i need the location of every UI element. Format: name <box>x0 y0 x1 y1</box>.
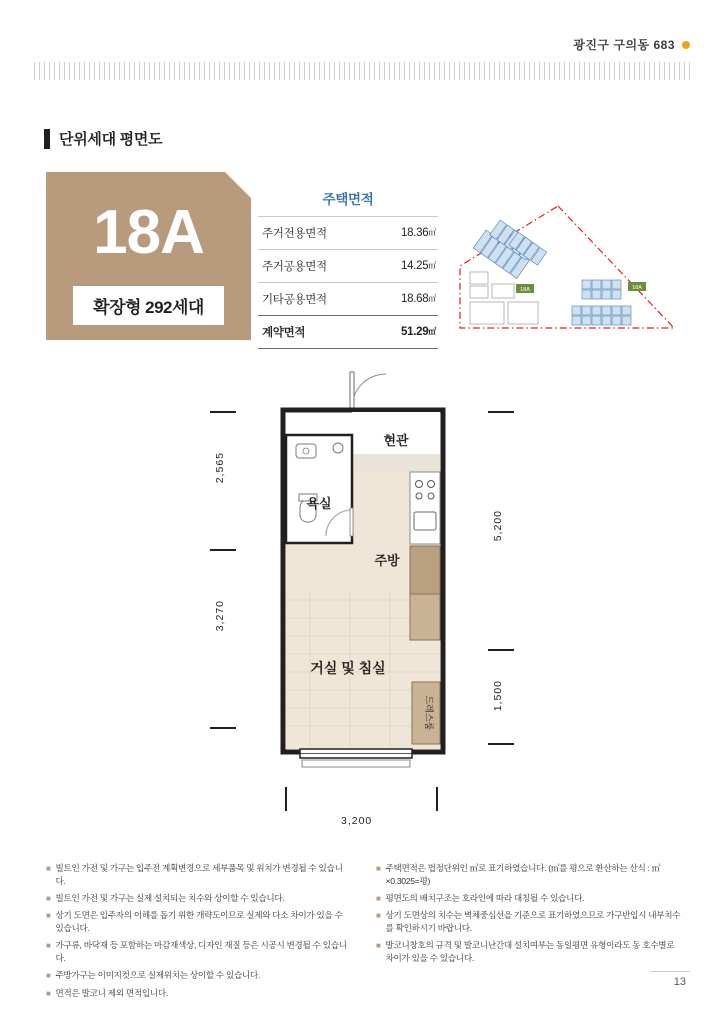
room-label-dressroom: 드레스룸 <box>424 695 434 731</box>
site-key-map-svg <box>452 202 680 350</box>
keymap-blocks-left <box>470 272 538 324</box>
floor-plan-svg <box>0 360 724 840</box>
notes-section <box>46 862 682 1004</box>
table-row <box>258 216 438 249</box>
header-hatch-divider <box>34 62 690 80</box>
site-key-map <box>452 202 680 350</box>
note-text: 평면도의 배치구조는 호라인에 따라 대칭될 수 있습니다. <box>385 892 585 903</box>
dimension-right-bottom: 1,500 <box>492 680 504 712</box>
list-item <box>376 909 682 935</box>
notes-column-right <box>376 862 682 1004</box>
area-row-value <box>401 260 436 272</box>
unit-type-name: 18A <box>93 198 204 267</box>
page-header <box>573 36 690 53</box>
bullet-icon: ■ <box>46 988 51 998</box>
note-text: 가구류, 바닥재 등 포함하는 마감재색상, 디자인 재질 등은 시공시 변경될 수 있습니다. <box>55 940 347 964</box>
bullet-icon: ■ <box>376 864 381 873</box>
list-item <box>46 862 352 888</box>
table-row <box>258 282 438 315</box>
notes-column-left <box>46 862 352 1004</box>
dimension-left-bottom: 3,270 <box>214 600 226 632</box>
dimension-bottom: 3,200 <box>341 815 373 827</box>
note-text: 면적은 발코니 제외 면적입니다. <box>55 987 168 998</box>
entrance-door <box>350 372 386 408</box>
keymap-unit-tag-left <box>516 284 534 293</box>
note-text: 상기 도면은 입주자의 이해를 돕기 위한 개략도이므로 실제와 다소 차이가 있을 수 있습니다. <box>55 910 343 934</box>
area-row-number: 51.29 <box>401 326 429 338</box>
list-item <box>376 892 682 906</box>
header-dot-icon <box>682 41 690 49</box>
floor-plan <box>0 360 724 840</box>
room-dressroom <box>412 682 440 744</box>
note-text: 빌트인 가전 및 가구는 실제 설치되는 치수와 상이할 수 있습니다. <box>55 892 285 903</box>
area-row-label: 주거전용면적 <box>262 228 327 240</box>
area-row-value <box>401 326 436 338</box>
page-number: 13 <box>673 976 686 988</box>
note-text: 상기 도면상의 치수는 벽체중심선을 기준으로 표기하였으므로 가구반입시 내부치수를 확인하시기 바랍니다. <box>385 910 681 934</box>
balcony-window <box>300 749 412 767</box>
list-item <box>46 939 352 965</box>
list-item <box>46 892 352 906</box>
room-label-bathroom: 욕실 <box>306 496 332 511</box>
area-row-unit: ㎡ <box>428 228 436 237</box>
keymap-unit-tag-right <box>628 282 646 291</box>
list-item <box>46 987 352 1001</box>
area-row-unit: ㎡ <box>428 261 436 270</box>
keymap-blocks-angled <box>473 220 546 278</box>
table-row <box>258 249 438 282</box>
badge-corner-cut <box>225 172 251 198</box>
unit-type-subtitle: 확장형 292세대 <box>73 286 224 325</box>
keymap-unit-tag-right-text: 18A <box>632 285 642 291</box>
dimension-right-top: 5,200 <box>492 510 504 542</box>
entrance-step <box>352 454 440 472</box>
area-row-unit: ㎡ <box>428 327 436 336</box>
note-text: 주방가구는 이미지컷으로 실제위치는 상이할 수 있습니다. <box>55 969 261 980</box>
bullet-icon: ■ <box>46 941 51 951</box>
keymap-blocks-right <box>572 280 631 325</box>
kitchen-counter <box>410 472 440 640</box>
header-location-label: 광진구 구의동 683 <box>573 38 675 52</box>
area-row-label: 주거공용면적 <box>262 261 327 273</box>
note-text: 주택면적은 법정단위인 ㎡로 표기하였습니다. (㎡를 평으로 환산하는 산식 : ㎡×0.3025=평) <box>385 863 660 886</box>
bullet-icon: ■ <box>46 893 51 903</box>
list-item <box>46 969 352 983</box>
list-item <box>376 939 682 965</box>
section-title <box>44 128 162 149</box>
unit-type-badge <box>46 172 251 340</box>
keymap-unit-tag-left-text: 18A <box>520 287 530 293</box>
section-title-text: 단위세대 평면도 <box>59 131 163 148</box>
bullet-icon: ■ <box>46 864 51 873</box>
area-row-number: 18.68 <box>401 293 429 305</box>
list-item <box>376 862 682 888</box>
page-number-rule <box>650 971 690 972</box>
bullet-icon: ■ <box>46 911 51 921</box>
area-row-unit: ㎡ <box>428 294 436 303</box>
area-row-value <box>401 293 436 305</box>
room-label-kitchen: 주방 <box>374 553 400 568</box>
bullet-icon: ■ <box>376 893 381 903</box>
section-title-bar <box>44 129 50 149</box>
area-row-label: 기타공용면적 <box>262 294 327 306</box>
area-row-number: 18.36 <box>401 227 429 239</box>
area-table-caption: 주택면적 <box>322 192 374 207</box>
table-row-total <box>258 315 438 349</box>
area-row-value <box>401 227 436 239</box>
room-label-entrance: 현관 <box>383 433 409 448</box>
bullet-icon: ■ <box>376 941 381 951</box>
area-row-number: 14.25 <box>401 260 429 272</box>
area-row-label: 계약면적 <box>262 327 306 339</box>
bullet-icon: ■ <box>46 970 51 980</box>
dimension-left-top: 2,565 <box>214 452 226 484</box>
bullet-icon: ■ <box>376 911 381 921</box>
note-text: 발코니창호의 규격 및 발코니난간대 설치여부는 동일평면 유형이라도 동 호수별로 차이가 있을 수 있습니다. <box>385 940 675 964</box>
note-text: 빌트인 가전 및 가구는 입주전 계획변경으로 세부품목 및 위치가 변경될 수 있습니다. <box>55 863 343 886</box>
area-table <box>258 188 438 349</box>
list-item <box>46 909 352 935</box>
room-label-living: 거실 및 침실 <box>310 660 386 676</box>
